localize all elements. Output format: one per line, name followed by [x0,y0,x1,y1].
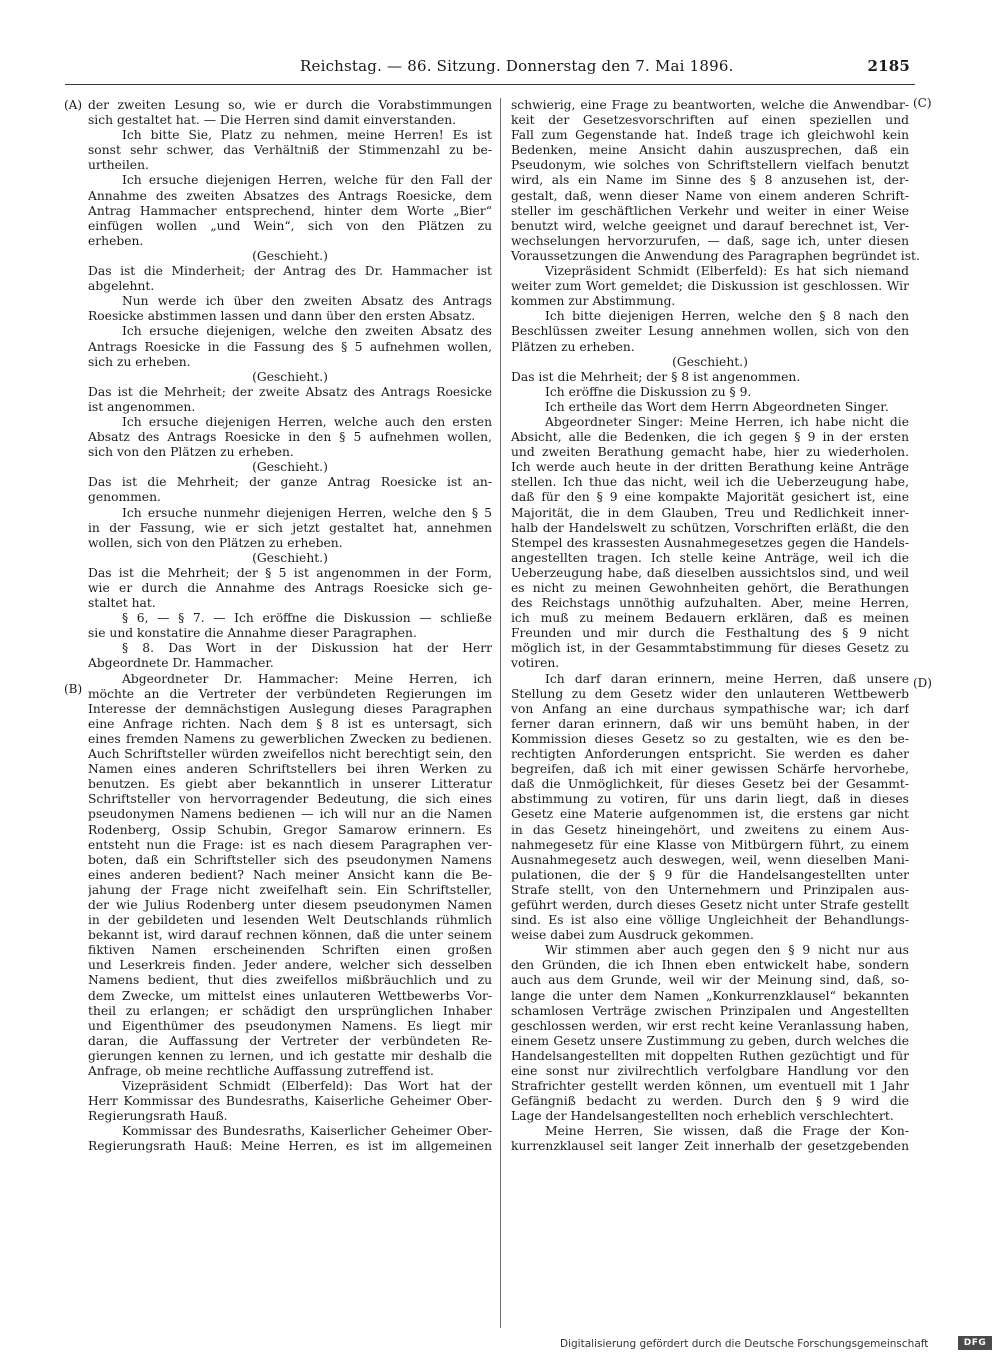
text-line: Strafrichter gestellt werden können, um eventuell mit 1 Jahr [511,1079,909,1094]
text-line: (Geschieht.) [672,354,748,369]
text-line: einfügen wollen „und Wein“, sich von den Plätzen zu [88,218,492,233]
text-line: Rodenberg, Ossip Schubin, Gregor Samarow erinnern. Es [88,822,492,837]
text-line: Gefängniß bedacht zu werden. Durch den § 9 wird die [511,1094,909,1109]
text-line: Ich ersuche nunmehr diejenigen Herren, welche den § 5 [122,505,492,520]
text-line: Ueberzeugung habe, daß dieselben aussichtslos sind, und weil [511,565,909,580]
text-line: votiren. [511,656,560,671]
text-line: (Geschieht.) [252,550,328,565]
text-line: von Anfang an eine durchaus sympathische war; ich darf [511,701,909,716]
text-line: wechselungen hervorzurufen, — daß, sage ich, unter diesen [511,233,909,248]
text-line: ist angenommen. [88,399,196,414]
text-line: weiter zum Wort gemeldet; die Diskussion ist geschlossen. Wir [511,279,909,294]
text-line: kommen zur Abstimmung. [511,294,676,309]
text-line: pseudonymen Namens bedienen — ich will nur an die Namen [88,807,492,822]
text-line: nahmegesetz für eine Klasse von Mitbürgern führt, zu einem [511,837,909,852]
text-line: Ich bitte diejenigen Herren, welche den § 8 nach den [545,309,909,324]
running-head [300,57,910,79]
text-line: jahung der Frage nicht zweifelhaft sein. Ein Schriftsteller, [88,882,492,897]
text-line: es nicht zu meinen Gewohnheiten gehört, die Berathungen [511,581,909,595]
text-line: Stempel des krassesten Ausnahmegesetzes gegen die Handels- [511,535,909,550]
text-line: Ich ersuche diejenigen, welche den zweiten Absatz des [122,324,492,339]
text-line: Das ist die Mehrheit; der zweite Absatz des Antrags Roesicke [88,384,492,399]
text-line: Schriftsteller von hervorragender Bedeutung, die sich eines [88,792,492,807]
text-line: benutzen. Es giebt aber bekanntlich in unserer Litteratur [88,777,492,792]
text-line: eine sonst nur zivilrechtlich verfolgbare Handlung vor den [511,1064,909,1078]
text-line: eines anderen bedient? Nach meiner Ansicht kann die Be- [88,867,492,882]
text-line: den Gründen, die ich Ihnen eben entwickelt habe, sondern [511,958,909,973]
text-line: Majorität, die in dem Glauben, Treu und Redlichkeit inner- [511,505,909,520]
text-line: Nun werde ich über den zweiten Absatz des Antrags [122,294,492,309]
text-line: Regierungsrath Hauß: Meine Herren, es ist im allgemeinen [88,1139,492,1154]
text-line: möchte an die Vertreter der verbündeten Regierungen im [88,686,492,701]
text-line: daß die Unmöglichkeit, für dieses Gesetz bei der Gesammt- [511,777,909,792]
text-line: Ausnahmegesetz auch deswegen, weil, wenn dieselben Mani- [511,852,909,867]
text-line: rechtigten Anforderungen entspricht. Sie werden es daher [511,747,909,762]
text-line: benutzt wird, welche geeignet und darauf berechnet ist, Ver- [511,218,909,233]
running-title: Reichstag. — 86. Sitzung. Donnerstag den 7. Mai 1896. [300,57,734,75]
digitization-credit: Digitalisierung gefördert durch die Deutsche Forschungsgemeinschaft [560,1338,929,1350]
text-line: sich gestaltet hat. — Die Herren sind damit einverstanden. [88,113,457,128]
text-line: § 6, — § 7. — Ich eröffne die Diskussion — schließe [122,611,492,626]
text-line: des Reichstags unnöthig aufzuhalten. Aber, meine Herren, [511,596,909,611]
page-number: 2185 [867,57,910,75]
text-line: und Leserkreis finden. Jeder andere, welcher sich desselben [88,958,492,973]
text-line: Gesetz eine Materie aufgenommen ist, die erstens gar nicht [511,807,909,822]
text-line: Namens bedient, thut dies zweifellos mißbräuchlich und zu [88,973,492,988]
text-line: schamlosen Verträge zwischen Prinzipalen und Angestellten [511,1003,909,1018]
text-line: Wir stimmen aber auch gegen den § 9 nicht nur aus [545,943,909,958]
text-line: einem Gesetz unsere Zustimmung zu geben, durch welches die [511,1033,909,1048]
text-line: Ich eröffne die Diskussion zu § 9. [545,384,752,399]
text-line: entsteht nun die Frage: ist es nach diesem Paragraphen ver- [88,837,492,852]
margin-marker-b: (B) [64,682,83,696]
text-line: ich muß zu meinem Bedauern erklären, daß es meinen [511,611,909,626]
text-line: halb der Handelswelt zu schützen, Vorschriften erläßt, die den [511,520,909,535]
left-column [88,98,492,1155]
text-line: abstimmung zu votiren, für uns darin liegt, daß in dieses [511,792,909,807]
text-line: Ich ersuche diejenigen Herren, welche für den Fall der [122,173,492,188]
text-line: Ich bitte Sie, Platz zu nehmen, meine Herren! Es ist [122,128,492,143]
text-line: keit der Gesetzesvorschriften auf einen speziellen und [511,113,909,128]
text-line: Handelsangestellten mit doppelten Ruthen gezüchtigt und für [511,1048,909,1063]
text-line: Kommissar des Bundesraths, Kaiserlicher Geheimer Ober- [122,1124,492,1139]
text-line: Auch Schriftsteller würden zweifellos nicht berechtigt sein, den [88,747,492,762]
text-line: Interesse der demnächstigen Auslegung dieses Paragraphen [88,701,492,716]
text-line: kurrenzklausel seit langer Zeit innerhalb der gesetzgebenden [511,1139,909,1154]
text-line: urtheilen. [88,158,149,173]
text-line: Meine Herren, Sie wissen, daß die Frage der Kon- [545,1124,909,1139]
text-line: staltet hat. [88,596,156,611]
text-line: lange die unter dem Namen „Konkurrenzklausel“ bekannten [511,988,909,1003]
text-line: pulationen, die der § 9 für die Handelsangestellten unter [511,867,909,882]
text-line: Abgeordnete Dr. Hammacher. [88,656,274,671]
text-line: (Geschieht.) [252,248,328,263]
text-line: Fall zum Gegenstande hat. Indeß trage ich gleichwohl kein [511,128,909,143]
text-line: Ich werde auch heute in der dritten Berathung keine Anträge [511,460,909,475]
text-line: Vizepräsident Schmidt (Elberfeld): Das Wort hat der [122,1079,492,1094]
text-line: Bedenken, meine Ansicht dahin auszusprechen, daß ein [511,143,909,158]
text-line: Voraussetzungen die Anwendung des Paragraphen begründet ist. [511,248,920,263]
text-line: schwierig, eine Frage zu beantworten, welche die Anwendbar- [511,98,909,112]
dfg-logo: DFG [958,1336,992,1350]
text-line: begreifen, daß ich mit einer gewissen Schärfe hervorhebe, [511,762,909,777]
text-line: Stellung zu dem Gesetz wider den unlauteren Wettbewerb [511,686,909,701]
text-line: eines fremden Namens zu gewerblichen Zwecken zu bedienen. [88,731,492,746]
text-line: Das ist die Mehrheit; der § 5 ist angenommen in der Form, [88,565,492,580]
text-line: dem Zwecke, um mittelst eines unlauteren Wettbewerbs Vor- [88,988,492,1003]
text-line: Pseudonym, wie solches von Schriftstellern vielfach benutzt [511,158,909,173]
text-line: in der Fassung, wie er sich jetzt gestaltet hat, annehmen [88,520,492,535]
text-line: Roesicke abstimmen lassen und dann über den ersten Absatz. [88,309,476,324]
text-line: Herr Kommissar des Bundesraths, Kaiserliche Geheimer Ober- [88,1094,492,1109]
text-line: sie und konstatire die Annahme dieser Paragraphen. [88,626,417,641]
text-line: Regierungsrath Hauß. [88,1109,228,1124]
right-column [511,98,920,1155]
text-line: boten, daß ein Schriftsteller sich des pseudonymen Namens [88,852,492,867]
text-line: in der gebildeten und lesenden Welt Deutschlands rühmlich [88,913,492,928]
text-line: Lage der Handelsangestellten noch erheblich verschlechtert. [511,1109,894,1124]
text-line: § 8. Das Wort in der Diskussion hat der Herr [122,641,492,656]
text-line: eine Anfrage richten. Nach dem § 8 ist es untersagt, sich [88,716,492,731]
header-rule [65,84,915,85]
text-line: abgelehnt. [88,279,155,294]
text-line: (Geschieht.) [252,369,328,384]
text-line: gierungen kennen zu lernen, und ich gestatte mir deshalb die [88,1048,492,1063]
text-line: Absicht, alle die Bedenken, die ich gegen § 9 in der ersten [511,430,909,445]
text-line: Namen eines anderen Schriftstellers bei ihren Werken zu [88,762,492,777]
text-line: Anfrage, ob meine rechtliche Auffassung zutreffend ist. [88,1064,434,1078]
text-line: Antrag Hammacher entsprechend, hinter dem Worte „Bier“ [88,203,492,218]
text-line: fiktiven Namen erscheinenden Schriften einen großen [88,943,492,958]
text-line: der wie Julius Rodenberg unter diesem pseudonymen Namen [88,897,492,912]
text-line: auch aus dem Grunde, weil wir der Meinung sind, daß, so- [511,973,909,988]
text-line: Abgeordneter Singer: Meine Herren, ich habe nicht die [545,414,909,429]
text-line: geführt werden, durch dieses Gesetz nicht unter Strafe gestellt [511,897,909,912]
text-line: Kommission dieses Gesetz so zu gestalten, wie es den be- [511,731,909,746]
text-line: Das ist die Minderheit; der Antrag des Dr. Hammacher ist [88,264,492,279]
text-line: theil zu erlangen; er schädigt den ursprünglichen Inhaber [88,1003,492,1018]
text-line: gestalt, daß, wenn dieser Name von einem anderen Schrift- [511,188,909,203]
text-line: Vizepräsident Schmidt (Elberfeld): Es hat sich niemand [545,264,909,279]
text-line: genommen. [88,490,161,505]
margin-marker-a: (A) [64,98,83,112]
text-line: Abgeordneter Dr. Hammacher: Meine Herren, ich [122,671,492,686]
text-line: daran, die Auffassung der Vertreter der verbündeten Re- [88,1033,492,1048]
text-line: Das ist die Mehrheit; der § 8 ist angenommen. [511,369,801,384]
text-line: möglich ist, in der Gesammtabstimmung für dieses Gesetz zu [511,641,909,656]
text-line: Annahme des zweiten Absatzes des Antrags Roesicke, dem [88,188,492,203]
text-line: Ich darf daran erinnern, meine Herren, daß unsere [545,671,909,686]
text-line: und zweiten Berathung gemacht habe, hier zu wiederholen. [511,445,909,460]
margin-marker-c: (C) [913,96,932,110]
text-line: wie er durch die Annahme des Antrags Roesicke sich ge- [88,581,492,595]
text-line: stellen. Ich thue das nicht, weil ich die Ueberzeugung habe, [511,475,909,490]
text-line: Das ist die Mehrheit; der ganze Antrag Roesicke ist an- [88,475,492,490]
text-line: in das Gesetz hineingehört, und zweitens zu einem Aus- [511,822,909,837]
text-line: der zweiten Lesung so, wie er durch die Vorabstimmungen [88,98,492,112]
text-line: Freunden und mir durch die Festhaltung des § 9 nicht [511,626,909,641]
text-line: Plätzen zu erheben. [511,339,635,354]
text-line: geschlossen werden, wir erst recht keine Veranlassung haben, [511,1018,909,1033]
text-line: steller im geschäftlichen Verkehr und weiter in einer Weise [511,203,909,218]
text-line: sich zu erheben. [88,354,191,369]
text-line: und Eigenthümer des pseudonymen Namens. Es liegt mir [88,1018,492,1033]
text-line: Ich ersuche diejenigen Herren, welche auch den ersten [122,414,492,429]
text-line: erheben. [88,233,144,248]
text-line: Absatz des Antrags Roesicke in den § 5 aufnehmen wollen, [88,430,492,445]
text-line: Antrags Roesicke in die Fassung des § 5 aufnehmen wollen, [88,339,492,354]
text-line: Ich ertheile das Wort dem Herrn Abgeordneten Singer. [545,399,889,414]
text-line: sonst sehr schwer, das Verhältniß der Stimmenzahl zu be- [88,143,492,158]
margin-marker-d: (D) [913,676,932,690]
text-line: Beschlüssen zweiter Lesung annehmen wollen, sich von den [511,324,909,339]
text-line: (Geschieht.) [252,460,328,475]
text-line: sind. Es ist also eine völlige Ungleichheit der Behandlungs- [511,913,909,928]
text-line: ferner daran erinnern, daß wir uns bemüht haben, in der [511,716,909,731]
text-line: bekannt ist, wird darauf rechnen können, daß die unter seinem [88,928,492,943]
text-line: weise dabei zum Ausdruck gekommen. [511,928,754,943]
text-line: wird, als ein Name im Sinne des § 8 anzusehen ist, der- [511,173,909,188]
text-line: angestellten tragen. Ich stelle keine Anträge, weil ich die [511,550,909,565]
text-line: wollen, sich von den Plätzen zu erheben. [88,535,343,550]
text-line: daß für den § 9 eine kompakte Majorität gesichert ist, eine [511,490,909,505]
column-divider [500,98,501,1328]
text-line: sich von den Plätzen zu erheben. [88,445,294,460]
text-line: Strafe stellt, von den Unternehmern und Prinzipalen aus- [511,882,909,897]
